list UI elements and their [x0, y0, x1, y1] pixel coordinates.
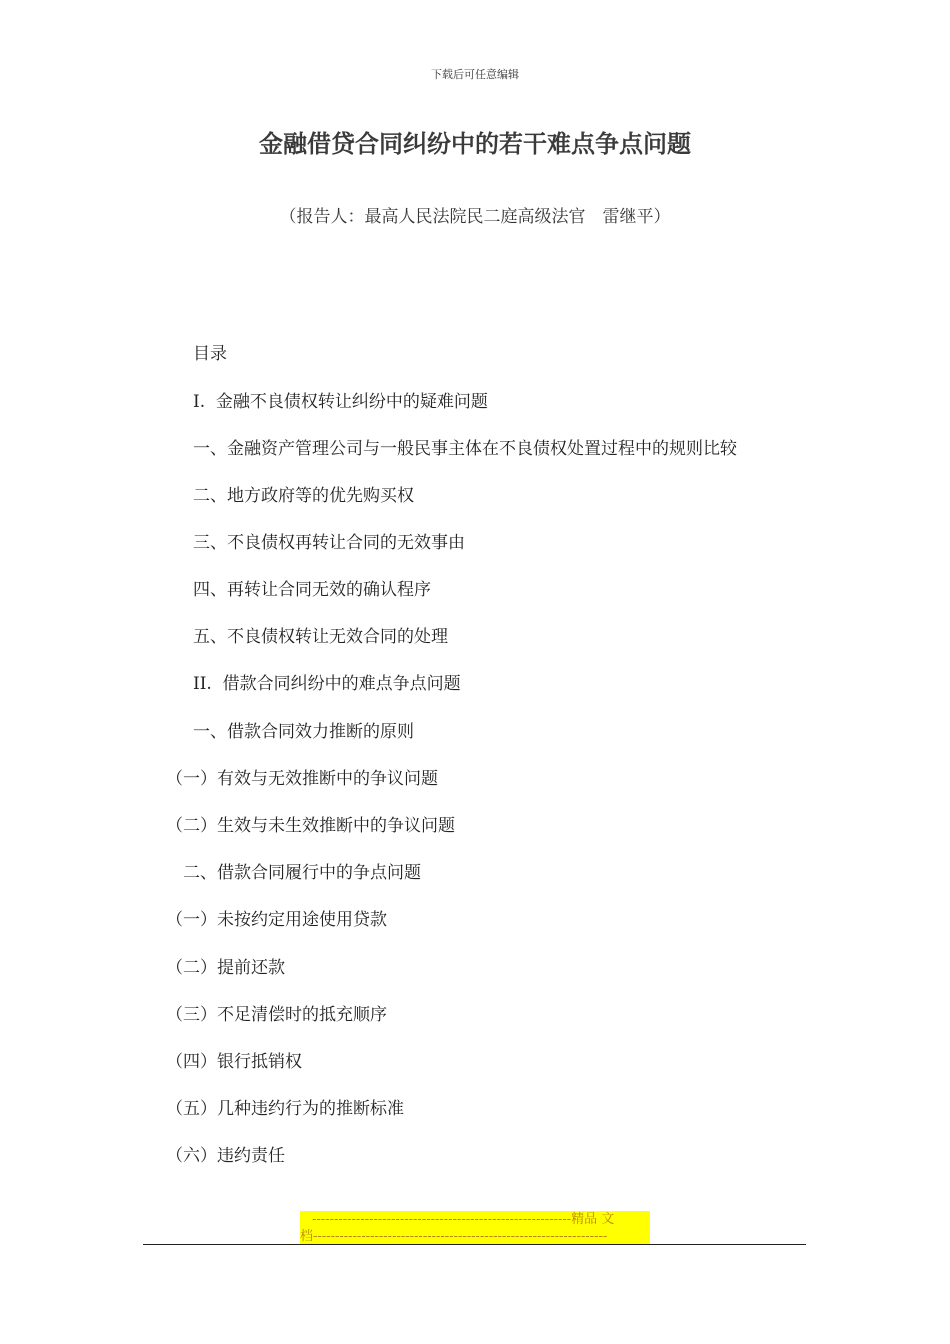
- toc-item: 二、地方政府等的优先购买权: [193, 486, 414, 506]
- reporter-line: （报告人：最高人民法院民二庭高级法官 雷继平）: [279, 207, 671, 227]
- toc-item: （五）几种违约行为的推断标准: [166, 1099, 404, 1119]
- toc-item: 二、借款合同履行中的争点问题: [183, 863, 421, 883]
- toc-item: （一）未按约定用途使用贷款: [166, 910, 387, 930]
- toc-item: （二）生效与未生效推断中的争议问题: [166, 816, 455, 836]
- document-title: 金融借贷合同纠纷中的若干难点争点问题: [259, 129, 691, 158]
- toc-heading: 目录: [193, 344, 227, 364]
- toc-item: II. 借款合同纠纷中的难点争点问题: [193, 674, 461, 694]
- toc-item: （二）提前还款: [166, 958, 285, 978]
- toc-item: （三）不足清偿时的抵充顺序: [166, 1005, 387, 1025]
- footer-divider: [143, 1244, 806, 1245]
- footer-banner-text-1: -----------------------------------------------------------精品 文: [312, 1212, 615, 1227]
- toc-item: 一、金融资产管理公司与一般民事主体在不良债权处置过程中的规则比较: [193, 439, 737, 459]
- toc-item: 一、借款合同效力推断的原则: [193, 722, 414, 742]
- header-note: 下载后可任意编辑: [431, 68, 519, 81]
- footer-banner: [300, 1211, 650, 1245]
- toc-item: 三、不良债权再转让合同的无效事由: [193, 533, 465, 553]
- toc-item: （六）违约责任: [166, 1146, 285, 1166]
- toc-item: 四、再转让合同无效的确认程序: [193, 580, 431, 600]
- footer-banner-text-2: 档-------------------------------------------------------------------: [300, 1229, 608, 1244]
- toc-item: I. 金融不良债权转让纠纷中的疑难问题: [193, 392, 488, 412]
- toc-item: 五、不良债权转让无效合同的处理: [193, 627, 448, 647]
- toc-item: （一）有效与无效推断中的争议问题: [166, 769, 438, 789]
- footer-banner-line-2: [300, 1228, 650, 1245]
- footer-banner-line-1: [300, 1211, 650, 1228]
- toc-item: （四）银行抵销权: [166, 1052, 302, 1072]
